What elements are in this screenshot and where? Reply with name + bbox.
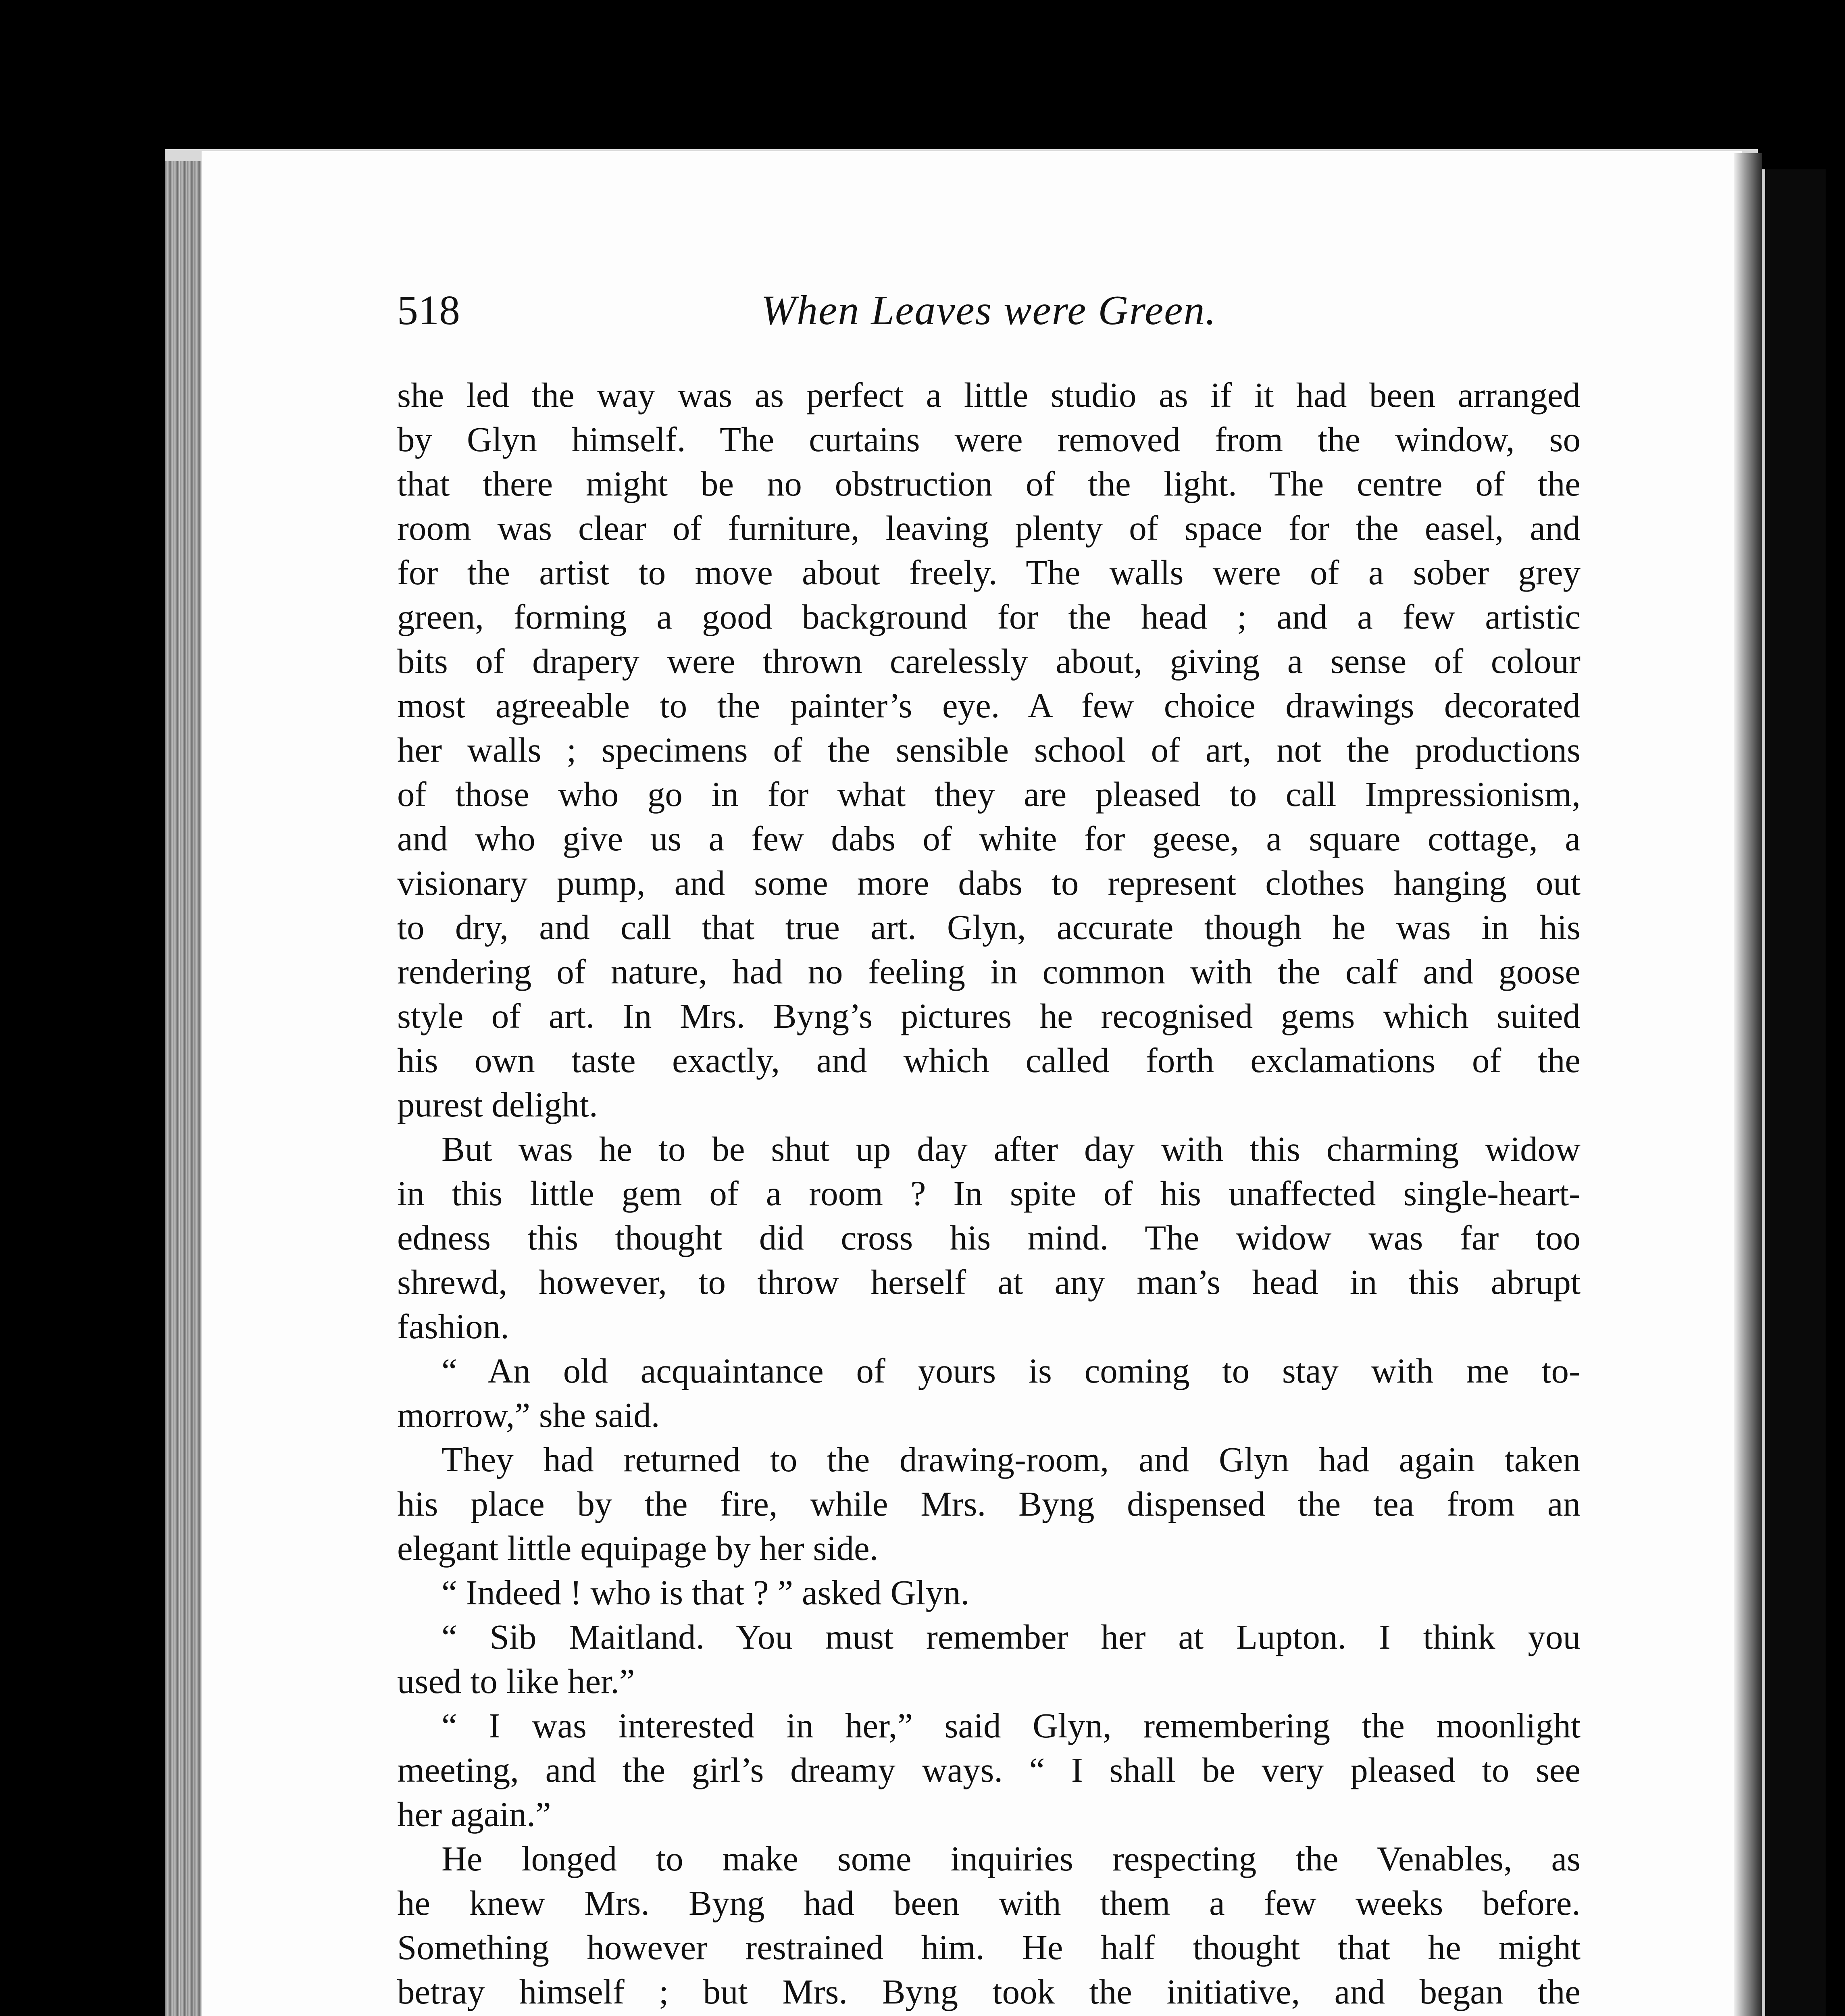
text-line: for the artist to move about freely. The walls were of a sober grey xyxy=(397,553,1581,592)
text-line: elegant little equipage by her side. xyxy=(397,1529,879,1568)
text-line: his place by the fire, while Mrs. Byng dispensed the tea from an xyxy=(397,1484,1581,1523)
page-gutter-shadow xyxy=(1734,153,1762,2016)
text-line: But was he to be shut up day after day with this charming widow xyxy=(441,1129,1581,1168)
text-line: style of art. In Mrs. Byng’s pictures he recognised gems which suited xyxy=(397,996,1581,1035)
text-line: her again.” xyxy=(397,1795,551,1834)
text-line: his own taste exactly, and which called forth exclamations of the xyxy=(397,1041,1581,1080)
text-line: rendering of nature, had no feeling in common with the calf and goose xyxy=(397,952,1581,991)
text-line: room was clear of furniture, leaving plenty of space for the easel, and xyxy=(397,508,1581,548)
text-line: and who give us a few dabs of white for geese, a square cottage, a xyxy=(397,819,1581,858)
text-line: purest delight. xyxy=(397,1085,598,1124)
text-line: he knew Mrs. Byng had been with them a few weeks before. xyxy=(397,1883,1581,1922)
text-line: most agreeable to the painter’s eye. A few choice drawings decorated xyxy=(397,686,1581,725)
text-line: her walls ; specimens of the sensible school of art, not the productions xyxy=(397,730,1581,769)
text-line: “ I was interested in her,” said Glyn, remembering the moonlight xyxy=(441,1706,1581,1745)
text-line: of those who go in for what they are pleased to call Impressionism, xyxy=(397,775,1581,814)
page-header xyxy=(397,282,1581,339)
text-line xyxy=(397,2014,1581,2016)
text-line: by Glyn himself. The curtains were removed from the window, so xyxy=(397,420,1581,459)
text-line: Something however restrained him. He half thought that he might xyxy=(397,1928,1581,1967)
page-stack-left-edge xyxy=(165,161,202,2016)
page-number: 518 xyxy=(397,287,460,333)
text-line: meeting, and the girl’s dreamy ways. “ I shall be very pleased to see xyxy=(397,1750,1581,1789)
text-line: visionary pump, and some more dabs to represent clothes hanging out xyxy=(397,863,1581,902)
text-line: green, forming a good background for the head ; and a few artistic xyxy=(397,597,1581,636)
text-line: “ Indeed ! who is that ? ” asked Glyn. xyxy=(441,1573,970,1612)
text-line: morrow,” she said. xyxy=(397,1395,660,1435)
text-line: “ Sib Maitland. You must remember her at Lupton. I think you xyxy=(441,1617,1581,1656)
running-title: When Leaves were Green. xyxy=(761,287,1217,333)
text-line: He longed to make some inquiries respecting the Venables, as xyxy=(441,1839,1581,1878)
text-line: used to like her.” xyxy=(397,1662,635,1701)
body-text xyxy=(397,373,1581,2016)
text-line: that there might be no obstruction of the light. The centre of the xyxy=(397,464,1581,503)
text-line: she led the way was as perfect a little studio as if it had been arranged xyxy=(397,375,1581,414)
text-line: bits of drapery were thrown carelessly about, giving a sense of colour xyxy=(397,641,1581,681)
text-line: fashion. xyxy=(397,1307,509,1346)
text-line: edness this thought did cross his mind. The widow was far too xyxy=(397,1218,1581,1257)
text-line: “ An old acquaintance of yours is coming to stay with me to- xyxy=(441,1351,1581,1390)
text-line: shrewd, however, to throw herself at any man’s head in this abrupt xyxy=(397,1262,1581,1302)
text-line: to dry, and call that true art. Glyn, accurate though he was in his xyxy=(397,908,1581,947)
text-line: They had returned to the drawing-room, and Glyn had again taken xyxy=(441,1440,1581,1479)
facing-page-edge xyxy=(1762,169,1826,2016)
text-line: in this little gem of a room ? In spite of his unaffected single-heart- xyxy=(397,1174,1581,1213)
text-line: betray himself ; but Mrs. Byng took the initiative, and began the xyxy=(397,1972,1581,2011)
